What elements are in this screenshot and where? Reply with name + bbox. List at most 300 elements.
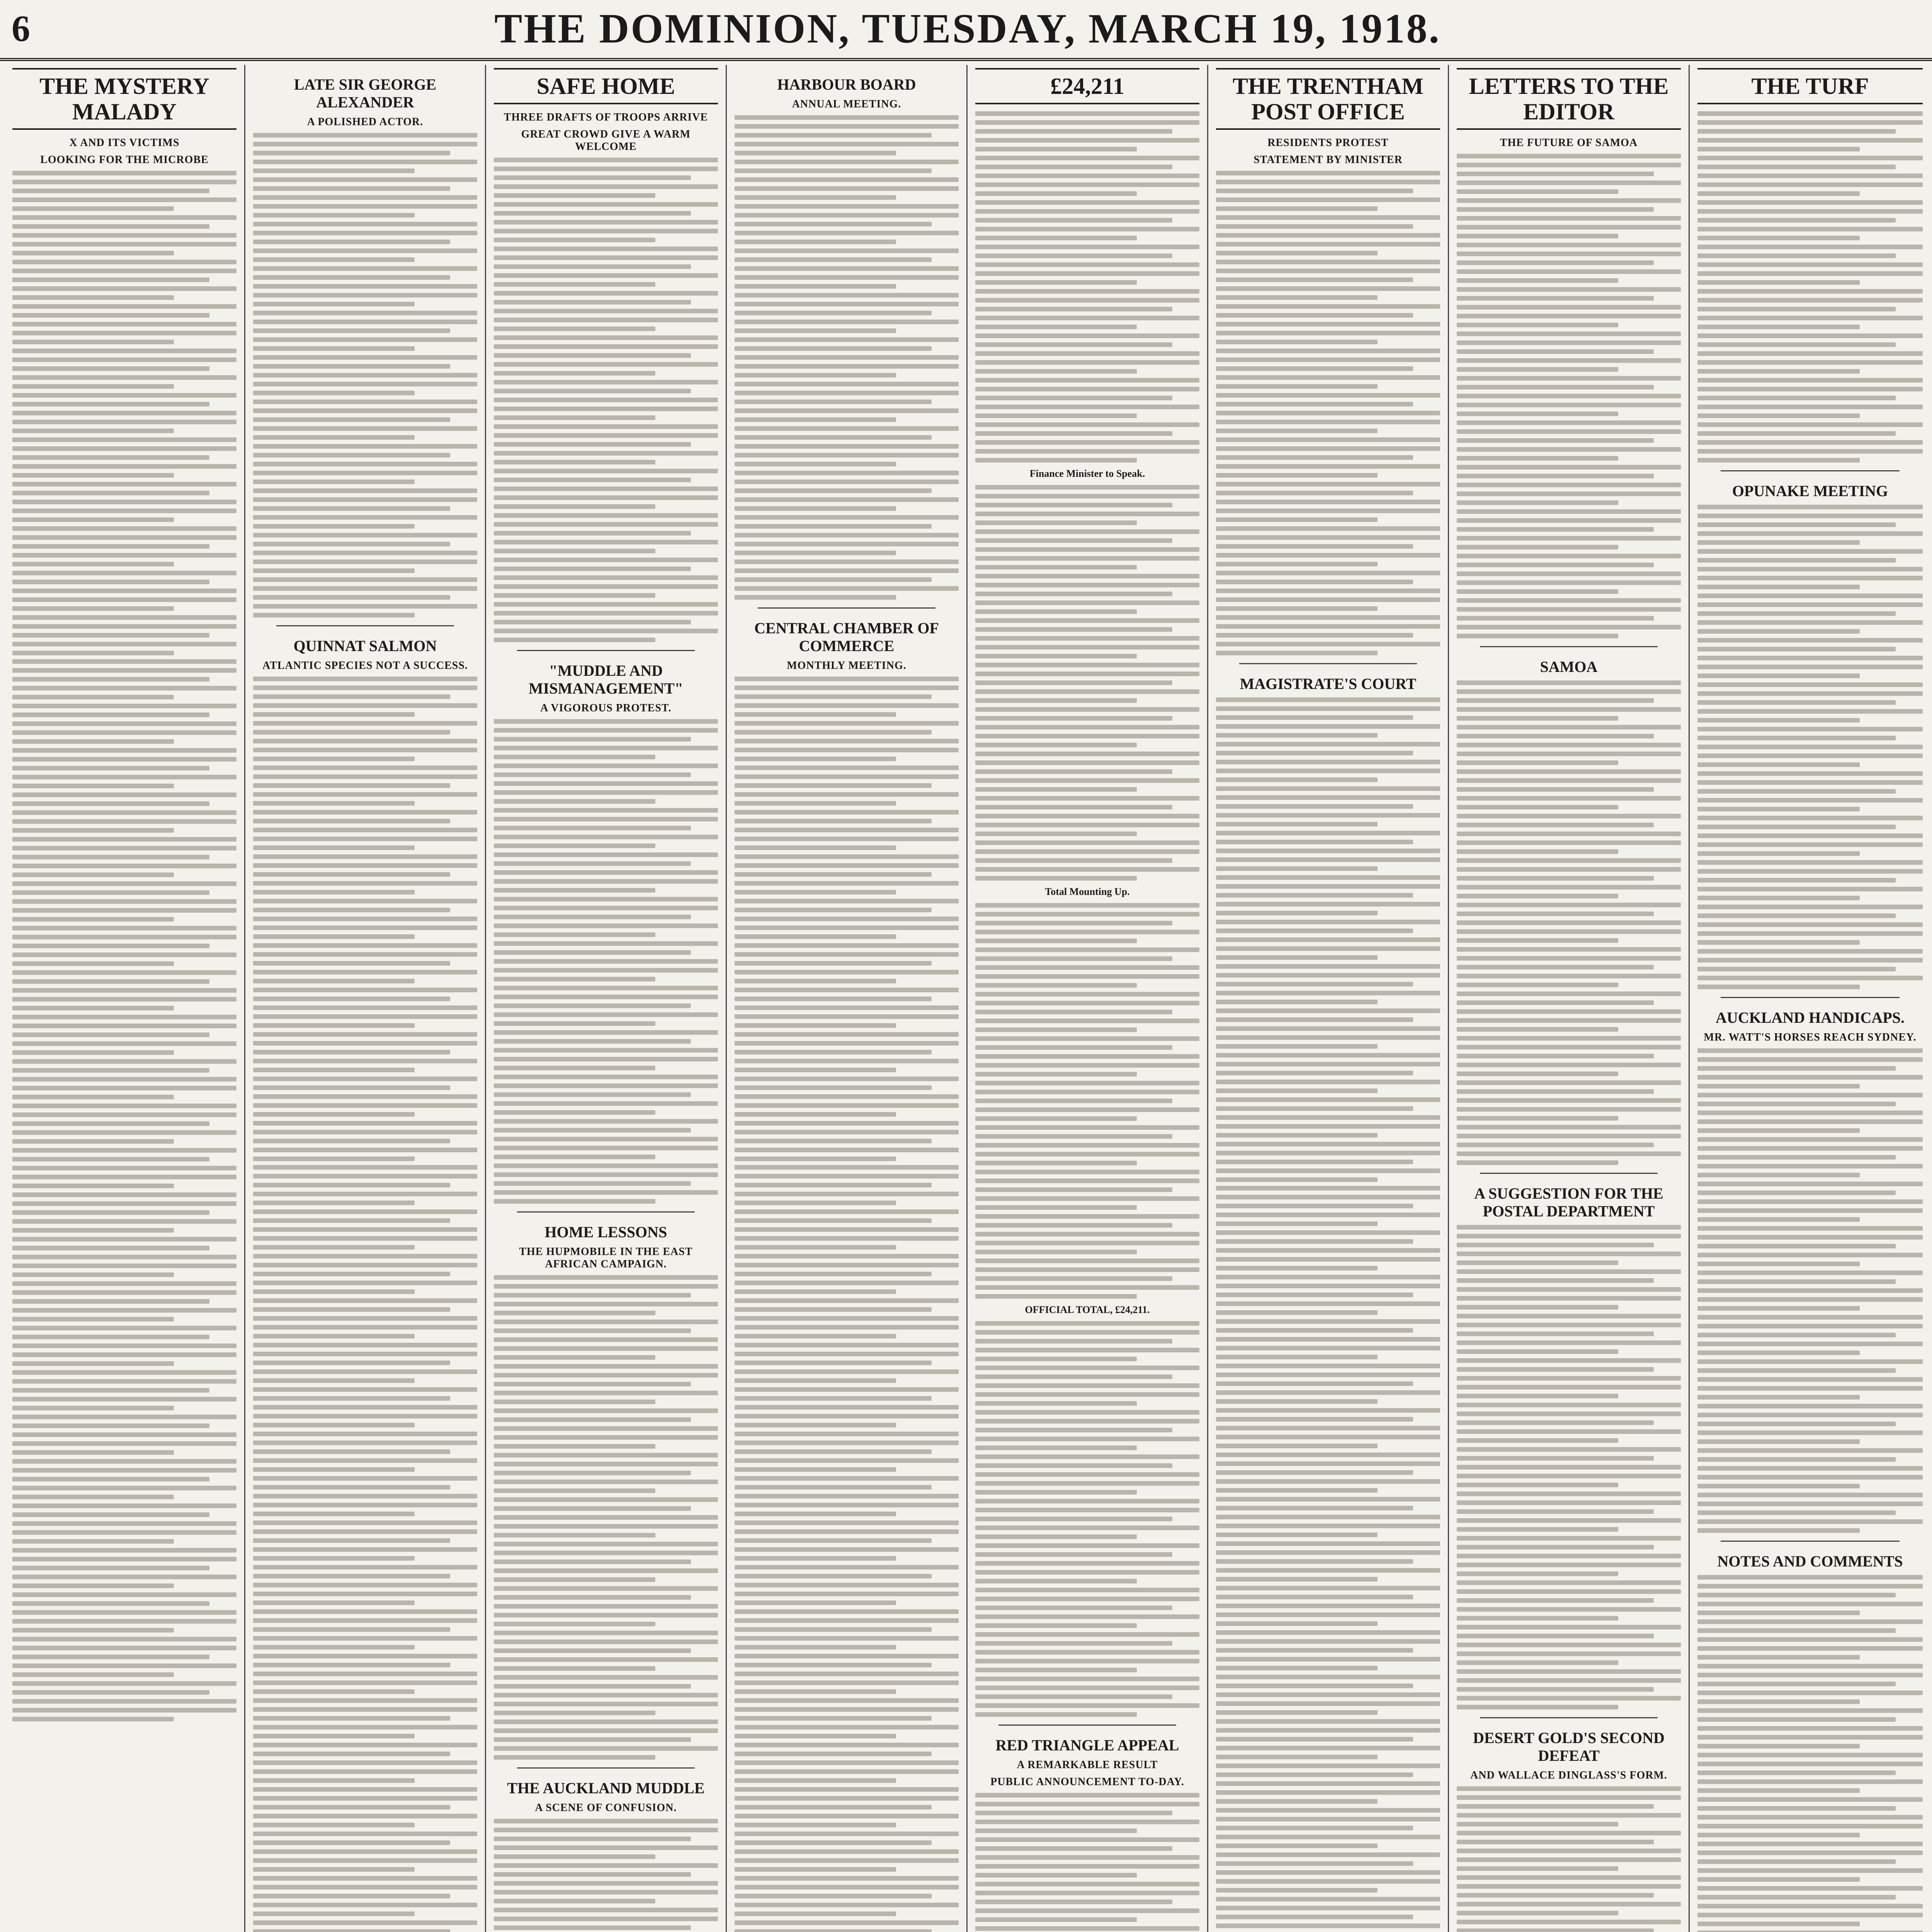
text-line: [12, 872, 174, 877]
text-line: [1697, 1913, 1923, 1917]
text-line: [253, 506, 450, 511]
text-line: [975, 129, 1172, 134]
text-line: [253, 1912, 415, 1916]
text-line: [494, 1908, 718, 1912]
text-line: [975, 236, 1137, 240]
text-line: [1697, 316, 1923, 320]
text-line: [735, 204, 959, 209]
text-line: [975, 1703, 1199, 1708]
text-line: [1216, 1915, 1413, 1919]
text-line: [1457, 832, 1681, 836]
text-line: [494, 1604, 718, 1609]
text-line: [12, 1672, 174, 1677]
text-line: [975, 413, 1137, 418]
text-line: [1216, 875, 1440, 880]
text-line: [494, 995, 718, 999]
text-line: [975, 422, 1199, 427]
text-line: [1216, 1710, 1378, 1715]
text-line: [253, 1050, 450, 1054]
text-line: [975, 1428, 1172, 1432]
text-line: [735, 934, 896, 939]
text-line: [1457, 1804, 1654, 1809]
text-line: [253, 810, 477, 815]
text-line: [494, 1828, 718, 1832]
text-line: [494, 327, 655, 331]
text-line: [1697, 1102, 1896, 1106]
text-line: [253, 1600, 415, 1605]
text-line: [12, 1423, 209, 1428]
text-line: [1457, 1509, 1654, 1514]
text-line: [494, 202, 718, 207]
text-line: [253, 1316, 477, 1321]
text-line: [1457, 1518, 1681, 1523]
text-line: [1697, 842, 1923, 847]
text-line: [253, 1858, 477, 1863]
text-line: [494, 566, 691, 571]
article-text-lines: [1216, 697, 1440, 1182]
text-line: [1457, 1840, 1654, 1844]
text-line: [494, 1819, 718, 1823]
text-line: [1457, 536, 1681, 541]
text-line: [735, 222, 932, 226]
text-line: [1457, 1545, 1654, 1549]
text-line: [1216, 526, 1440, 531]
text-line: [1457, 849, 1618, 854]
text-line: [12, 979, 209, 984]
article-text-lines: [975, 1321, 1199, 1717]
text-line: [735, 284, 896, 289]
text-line: [253, 1449, 450, 1454]
text-line: [1216, 1355, 1378, 1359]
text-line: [253, 739, 477, 743]
text-line: [1457, 225, 1681, 230]
text-line: [735, 1068, 896, 1072]
text-line: [1457, 1831, 1681, 1835]
text-line: [735, 1005, 959, 1010]
headline: THE MYSTERY MALADY: [12, 68, 236, 130]
text-line: [12, 1352, 236, 1357]
text-line: [494, 629, 718, 633]
text-line: [494, 584, 718, 589]
text-line: [975, 698, 1137, 703]
headline: STATEMENT BY MINISTER: [1253, 154, 1403, 166]
headline: RED TRIANGLE APPEAL: [995, 1736, 1179, 1754]
text-line: [1697, 120, 1923, 125]
text-line: [1697, 307, 1896, 311]
text-line: [1697, 611, 1896, 616]
text-line: [735, 1778, 896, 1783]
article-text-lines: [975, 485, 1199, 881]
text-line: [1216, 1337, 1440, 1342]
text-line: [975, 1650, 1199, 1655]
text-line: [12, 1530, 236, 1535]
text-line: [735, 515, 959, 520]
text-line: [1697, 449, 1923, 454]
text-line: [1457, 1045, 1681, 1049]
text-line: [1697, 1859, 1896, 1864]
text-line: [494, 861, 691, 866]
text-line: [1216, 277, 1413, 282]
article-text-lines: [494, 719, 718, 1204]
article-text-lines: [735, 115, 959, 600]
text-line: [1697, 262, 1923, 267]
text-line: [253, 1725, 477, 1730]
headline: QUINNAT SALMON: [293, 637, 437, 655]
headline: A SUGGESTION FOR THE POSTAL DEPARTMENT: [1474, 1185, 1663, 1220]
text-line: [1457, 1625, 1681, 1629]
text-line: [12, 420, 236, 424]
text-line: [1697, 1502, 1923, 1506]
text-line: [975, 814, 1199, 818]
text-line: [1697, 1324, 1923, 1328]
text-line: [735, 1556, 896, 1561]
text-line: [12, 828, 174, 833]
text-line: [1697, 1253, 1923, 1257]
text-line: [975, 1134, 1172, 1139]
text-line: [494, 460, 655, 464]
text-line: [494, 575, 718, 580]
text-line: [975, 1917, 1137, 1922]
text-line: [735, 828, 959, 832]
text-line: [253, 328, 450, 333]
text-line: [1457, 1536, 1681, 1541]
text-line: [1457, 1884, 1681, 1889]
text-line: [975, 449, 1199, 454]
text-line: [1216, 1470, 1413, 1475]
text-line: [1697, 1164, 1923, 1168]
text-line: [735, 1903, 959, 1907]
text-line: [253, 765, 477, 770]
text-line: [975, 458, 1137, 463]
text-line: [735, 560, 959, 564]
text-line: [494, 1155, 655, 1159]
text-line: [975, 840, 1199, 845]
article-divider: [1480, 1173, 1658, 1174]
text-line: [975, 1605, 1172, 1610]
text-line: [1216, 651, 1378, 655]
text-line: [1697, 298, 1923, 303]
text-line: [12, 1077, 236, 1082]
text-line: [975, 271, 1199, 276]
text-line: [12, 286, 236, 291]
text-line: [1697, 1510, 1896, 1515]
text-line: [1457, 938, 1618, 943]
text-line: [1216, 1604, 1440, 1608]
text-line: [1457, 1071, 1618, 1076]
text-line: [494, 790, 718, 795]
text-line: [12, 926, 236, 930]
text-line: [735, 1698, 959, 1703]
text-line: [1216, 473, 1378, 478]
text-line: [1216, 500, 1440, 504]
text-line: [1457, 1089, 1654, 1094]
text-line: [735, 506, 896, 511]
text-line: [1216, 420, 1440, 424]
text-line: [12, 721, 236, 726]
article-text-lines: [1457, 154, 1681, 638]
text-line: [975, 120, 1199, 125]
text-line: [12, 1477, 209, 1481]
text-line: [12, 1184, 174, 1188]
text-line: [1697, 780, 1923, 785]
text-line: [735, 1672, 959, 1676]
text-line: [1457, 456, 1618, 461]
text-line: [253, 1121, 477, 1126]
text-line: [1697, 931, 1923, 936]
text-line: [494, 540, 718, 544]
text-line: [735, 177, 959, 182]
text-line: [1697, 156, 1923, 160]
text-line: [1697, 1190, 1896, 1195]
text-line: [1216, 1559, 1413, 1564]
text-line: [253, 712, 415, 717]
text-line: [494, 486, 718, 491]
text-line: [1697, 1342, 1923, 1346]
text-line: [1216, 1257, 1440, 1262]
text-line: [735, 837, 959, 841]
text-line: [1457, 1349, 1618, 1354]
text-line: [253, 908, 450, 912]
text-line: [1457, 920, 1681, 925]
article-text-lines: [975, 111, 1199, 463]
text-line: [1457, 689, 1681, 694]
text-line: [735, 524, 932, 529]
text-line: [735, 1680, 959, 1685]
text-line: [1697, 602, 1923, 607]
text-line: [1457, 769, 1681, 774]
text-line: [975, 1793, 1199, 1798]
text-line: [735, 988, 959, 992]
text-line: [253, 560, 477, 564]
text-line: [1457, 1857, 1681, 1862]
text-line: [494, 273, 718, 278]
text-line: [735, 863, 959, 868]
text-line: [253, 1254, 477, 1259]
text-line: [1216, 1399, 1378, 1404]
text-line: [1697, 869, 1923, 874]
text-line: [12, 1432, 236, 1437]
text-line: [253, 970, 477, 975]
text-line: [1457, 1063, 1681, 1067]
text-line: [975, 1107, 1199, 1112]
headline: A POLISHED ACTOR.: [307, 116, 423, 128]
text-line: [1216, 171, 1440, 175]
text-line: [1457, 1705, 1618, 1709]
text-line: [735, 774, 959, 779]
text-line: [1697, 638, 1923, 643]
text-line: [975, 227, 1199, 231]
text-line: [1697, 1930, 1923, 1932]
text-line: [1457, 1616, 1618, 1621]
text-line: [253, 961, 450, 966]
text-line: [735, 115, 959, 120]
text-line: [253, 1432, 477, 1436]
text-line: [1457, 1696, 1681, 1701]
text-line: [975, 147, 1137, 151]
text-line: [253, 1414, 477, 1418]
text-line: [253, 346, 415, 351]
text-line: [494, 1012, 718, 1017]
text-line: [1216, 1044, 1378, 1049]
text-line: [494, 1083, 718, 1088]
text-line: [12, 1681, 236, 1686]
text-line: [1216, 1595, 1413, 1599]
text-line: [1457, 752, 1681, 756]
text-line: [1697, 887, 1923, 891]
text-line: [975, 930, 1199, 934]
text-line: [253, 1387, 477, 1392]
headline: GREAT CROWD GIVE A WARM WELCOME: [521, 128, 691, 153]
text-line: [253, 1823, 415, 1827]
text-line: [1216, 946, 1440, 951]
text-line: [12, 677, 209, 682]
text-line: [1216, 491, 1413, 495]
text-line: [253, 168, 415, 173]
text-line: [253, 819, 450, 823]
text-line: [253, 792, 477, 797]
text-line: [1216, 624, 1440, 629]
text-line: [1697, 1315, 1923, 1320]
text-line: [975, 921, 1172, 925]
text-line: [1216, 1310, 1378, 1315]
text-line: [1457, 1225, 1681, 1230]
text-line: [1697, 620, 1923, 625]
text-line: [1457, 607, 1681, 612]
text-line: [1216, 929, 1413, 933]
text-line: [975, 1668, 1137, 1672]
text-line: [975, 209, 1199, 214]
text-line: [735, 1050, 932, 1054]
text-line: [735, 400, 932, 404]
text-line: [494, 1462, 718, 1466]
text-line: [253, 142, 477, 146]
text-line: [12, 793, 236, 797]
text-line: [494, 335, 718, 340]
text-line: [1457, 580, 1681, 585]
text-line: [1216, 1319, 1440, 1324]
text-line: [12, 473, 174, 478]
text-line: [1697, 1815, 1923, 1820]
text-line: [12, 1192, 236, 1197]
text-line: [12, 171, 236, 175]
text-line: [253, 1636, 477, 1641]
text-line: [975, 138, 1199, 143]
text-line: [975, 1454, 1199, 1459]
text-line: [12, 535, 236, 540]
text-line: [735, 712, 896, 717]
text-line: [12, 1539, 174, 1544]
text-line: [1697, 567, 1923, 571]
text-line: [494, 620, 691, 624]
text-line: [12, 1246, 209, 1250]
text-line: [1697, 549, 1923, 554]
text-line: [735, 1218, 932, 1223]
text-line: [12, 1175, 236, 1179]
text-line: [1697, 1833, 1860, 1837]
article-divider: [1721, 1541, 1900, 1542]
text-line: [975, 1196, 1199, 1201]
headline: THE FUTURE OF SAMOA: [1500, 137, 1638, 149]
text-line: [735, 133, 932, 138]
text-line: [735, 703, 959, 708]
text-line: [1697, 1646, 1923, 1651]
text-line: [975, 645, 1199, 650]
text-line: [253, 337, 477, 342]
text-line: [1216, 1115, 1440, 1120]
text-line: [253, 748, 477, 752]
text-line: [253, 1894, 450, 1898]
text-line: [494, 1702, 718, 1706]
text-line: [12, 1361, 174, 1366]
text-line: [12, 1370, 236, 1375]
text-line: [735, 488, 932, 493]
text-line: [253, 1059, 477, 1063]
text-line: [1216, 553, 1440, 558]
text-line: [735, 142, 959, 146]
text-line: [494, 442, 691, 447]
text-line: [494, 1854, 655, 1859]
text-line: [1697, 851, 1860, 856]
text-line: [735, 1032, 959, 1037]
text-line: [1457, 1314, 1681, 1318]
text-line: [1216, 429, 1378, 433]
text-line: [735, 1520, 959, 1525]
text-line: [253, 917, 477, 921]
text-line: [253, 462, 477, 466]
text-line: [12, 1104, 236, 1108]
text-line: [735, 1307, 932, 1312]
text-line: [494, 986, 718, 990]
text-line: [1216, 751, 1413, 755]
text-line: [1216, 633, 1413, 638]
text-line: [735, 311, 932, 315]
text-line: [1457, 163, 1681, 167]
text-line: [1697, 1735, 1923, 1740]
text-line: [12, 411, 236, 415]
text-line: [1457, 180, 1681, 185]
text-line: [1697, 1611, 1860, 1615]
text-line: [12, 1708, 236, 1713]
text-line: [975, 689, 1199, 694]
text-line: [494, 1719, 718, 1724]
text-line: [1697, 558, 1896, 563]
text-line: [494, 211, 691, 216]
text-line: [253, 1503, 477, 1507]
text-line: [12, 899, 236, 904]
text-line: [735, 943, 959, 948]
text-line: [494, 1337, 718, 1342]
text-line: [735, 1023, 896, 1028]
text-line: [1697, 1137, 1923, 1142]
text-line: [494, 932, 655, 937]
text-line: [1697, 771, 1923, 776]
text-line: [1457, 716, 1618, 721]
text-line: [1457, 1563, 1681, 1567]
text-line: [494, 362, 718, 367]
text-line: [1697, 333, 1923, 338]
text-line: [1216, 304, 1440, 309]
text-line: [12, 215, 236, 220]
text-line: [12, 668, 236, 673]
headline: £24,211: [975, 68, 1199, 104]
text-line: [1697, 656, 1923, 660]
text-line: [12, 961, 174, 966]
text-line: [1697, 718, 1860, 723]
text-line: [12, 357, 236, 362]
text-line: [253, 240, 450, 244]
text-line: [1457, 823, 1654, 827]
text-line: [12, 1281, 236, 1286]
